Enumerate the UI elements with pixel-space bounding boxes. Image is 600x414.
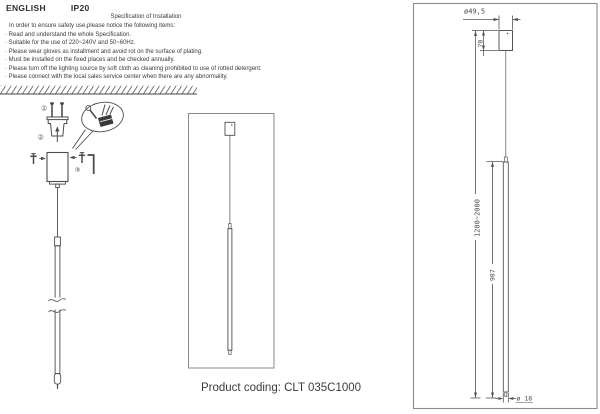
dimension-panel	[414, 4, 598, 409]
terminal-block-icon	[98, 105, 114, 128]
step1-label: ①	[41, 104, 48, 113]
spec-item: · Please wear gloves as installment and avoid rot on the surface of plating.	[5, 48, 203, 55]
spec-title: Specification of Installation	[110, 14, 182, 20]
canopy-diameter-label: ø49,5	[464, 7, 486, 16]
preview-canopy	[225, 122, 235, 135]
dim-canopy	[499, 31, 513, 51]
header-ip-rating: IP20	[70, 3, 90, 13]
suspension-range-label: 1200~2000	[473, 199, 482, 237]
preview-tube	[228, 229, 232, 351]
spec-item: · Must be installed on the fixed places and be checked annually.	[5, 57, 175, 63]
spec-item: · Please connect with the local sales service center when there are any abnormality.	[5, 74, 228, 80]
step3-label: ③	[74, 166, 81, 174]
installation-diagram	[30, 99, 125, 389]
product-coding: Product coding: CLT 035C1000	[201, 382, 362, 394]
dim-tube	[503, 162, 508, 392]
header-language: ENGLISH	[6, 3, 46, 13]
wiring-callout	[73, 99, 126, 149]
spec-item: · Read and understand the whole Specification.	[5, 31, 132, 38]
step2-label: ②	[37, 133, 44, 142]
spec-item: · Suitable for the use of 220~240V and 50~60Hz.	[5, 40, 136, 46]
suspension-wire	[55, 188, 61, 246]
canopy-height-label: 70	[476, 39, 485, 48]
set-screw-left-icon	[30, 154, 46, 165]
tube-length-label: 987	[488, 269, 497, 281]
canopy-front-view	[47, 153, 68, 188]
product-preview-panel	[189, 114, 275, 369]
tube-break-mark	[49, 310, 67, 313]
tube-break-gap	[48, 298, 67, 310]
screwdriver-icon	[86, 106, 97, 119]
mounting-screws-icon	[50, 102, 64, 116]
product-preview-drawing	[225, 122, 235, 354]
tube-diameter-label: ø 18	[516, 394, 533, 403]
spec-intro: In order to ensure safety use,please notice the following items:	[9, 23, 176, 29]
canopy-cup-icon	[51, 124, 65, 143]
ceiling-hatch	[0, 86, 197, 95]
dimension-drawing	[463, 8, 533, 403]
pendant-tube	[48, 246, 67, 389]
allen-key-icon	[88, 155, 95, 174]
canopy-diameter-dimension	[463, 16, 521, 30]
spec-item: · Please turn off the lighting source by soft cloth as cleaning prohibited to use of rotted detergent.	[5, 65, 262, 72]
mounting-bracket-icon	[47, 117, 68, 124]
set-screw-right-icon	[70, 153, 86, 164]
